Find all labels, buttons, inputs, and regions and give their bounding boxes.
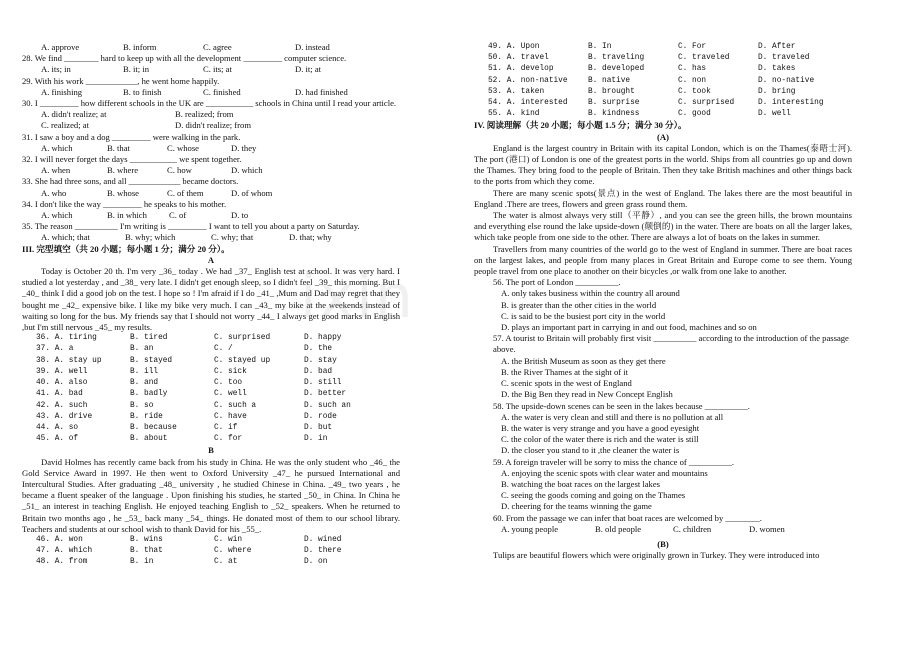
option-row [474, 42, 852, 53]
cloze-a-options [22, 333, 400, 445]
option-cell: 45. A. of [36, 435, 79, 444]
q31-options: A. which B. that C. whose D. they [41, 142, 257, 153]
q57-options: A. the British Museum as soon as they get there B. the River Thames at the sight of it C. scenic spots in the west of England D. the Big Ben they read in New Concept English [501, 355, 673, 400]
question-35: 35. The reason __________ I'm writing is _________ I want to tell you about a party on Saturday. [22, 221, 360, 232]
option-row [22, 344, 400, 355]
q33-options: A. who B. whose C. of them D. of whom [41, 187, 273, 198]
reading-a-para-4: Travellers from many countries of the world go to the west of England in summer. There are boat races on the largest lakes, and people from many places in Great Britain and Europe come to see them. Young people travel from one place to another on their bicycles ,or walk from one lake to another. [474, 243, 852, 277]
option-cell: 48. A. from [36, 558, 88, 567]
option-cell: B. ill [130, 367, 159, 376]
option-cell: 46. A. won [36, 535, 83, 544]
option-cell: 42. A. such [36, 401, 88, 410]
option-cell: C. / [214, 345, 233, 354]
option-cell: B. and [130, 379, 159, 388]
option-cell: 50. A. travel [488, 54, 549, 63]
option-cell: B. ride [130, 412, 163, 421]
option-row [22, 546, 400, 557]
q32-options: A. when B. where C. how D. which [41, 165, 263, 176]
cloze-passage-a: Today is October 20 th. I'm very _36_ today . We had _37_ English test at school. It was very hard. I studied a lot yesterday , and _38_ very late. I didn't get enough sleep, so I didn't feel _39_ this morning. But I _40_ think I did a good job on the test. I hope so ! I'm afraid if I do _41_ ,Mum and Dad may regret that they bought me _42_ expensive bike. I like my bike very much. I can _43_ my bike at the weekends instead of waiting so long for the bus. My friends say that I should not worry _44_ I always get good marks in English ,but I'm still nervous _45_ my results. [22, 266, 400, 333]
reading-a-label: (A) [657, 131, 669, 142]
question-58: 58. The upside-down scenes can be seen in the lakes because __________. [493, 400, 750, 411]
option-row [22, 535, 400, 546]
question-28: 28. We find ________ hard to keep up with all the development _________ computer science. [22, 53, 347, 64]
option-cell: B. in [130, 558, 154, 567]
option-row [22, 333, 400, 344]
q27-options: A. approve B. inform C. agree D. instead [41, 42, 330, 52]
option-cell: C. surprised [214, 334, 271, 343]
option-cell: 37. A. a [36, 345, 74, 354]
option-row [22, 378, 400, 389]
option-cell: D. well [758, 110, 791, 119]
question-30: 30. I _________ how different schools in the UK are ___________ schools in China until I read your article. [22, 98, 397, 109]
option-cell: B. about [130, 435, 168, 444]
option-cell: B. surprise [588, 99, 640, 108]
option-cell: 38. A. stay up [36, 356, 102, 365]
option-cell: 39. A. well [36, 367, 88, 376]
option-cell: D. takes [758, 65, 796, 74]
option-cell: D. happy [304, 334, 342, 343]
section-3-heading: III. 完型填空（共 20 小题；每小题 1 分；满分 20 分）。 [22, 243, 230, 254]
option-cell: C. such a [214, 401, 257, 410]
option-cell: D. on [304, 558, 328, 567]
option-cell: B. badly [130, 390, 168, 399]
option-cell: D. rode [304, 412, 337, 421]
option-cell: D. better [304, 390, 347, 399]
option-cell: 36. A. tiring [36, 334, 97, 343]
option-cell: D. the [304, 345, 333, 354]
question-34: 34. I don't like the way _________ he speaks to his mother. [22, 198, 227, 209]
option-cell: C. sick [214, 367, 247, 376]
option-cell: D. there [304, 547, 342, 556]
option-cell: D. bad [304, 367, 333, 376]
option-cell: C. well [214, 390, 247, 399]
option-row [22, 367, 400, 378]
option-row [474, 98, 852, 109]
option-cell: B. In [588, 43, 612, 51]
option-cell: C. at [214, 558, 238, 567]
q56-options: A. only takes business within the country all around B. is greater than the other cities in the world C. is said to be the busiest port city in the world D. plays an important part in carrying in and out food, machines and so on [501, 288, 757, 333]
q34-options: A. which B. in which C. of D. to [41, 210, 249, 221]
option-cell: B. kindness [588, 110, 640, 119]
q59-options: A. enjoying the scenic spots with clear water and mountains B. watching the boat races on the largest lakes C. seeing the goods coming and going on the Thames D. cheering for the teams winning the game [501, 467, 708, 512]
option-row [22, 557, 400, 568]
option-cell: D. but [304, 423, 333, 432]
option-cell: 41. A. bad [36, 390, 83, 399]
reading-a-para-1: England is the largest country in Britain with its capital London, which is on the Thames(泰晤士河). The port (港口) of London is one of the greatest ports in the world. Ships from all countries go up and down the Thames. They bring food to the people of Britain. Then they take British machines and other things back to the ports from which they come. [474, 142, 852, 187]
q28-options: A. its; in B. it; in C. its; at D. it; at [41, 64, 322, 75]
option-cell: C. good [678, 110, 711, 119]
option-cell: B. traveling [588, 54, 645, 63]
q35-options: A. which; that B. why; which C. why; that D. that; why [41, 232, 332, 243]
q30-options-b: C. realized; at D. didn't realize; from [41, 120, 252, 131]
option-cell: C. for [214, 435, 243, 444]
option-cell: B. developed [588, 65, 645, 74]
option-row [474, 53, 852, 64]
option-cell: 54. A. interested [488, 99, 568, 108]
cloze-b-options-right [474, 42, 852, 120]
option-cell: B. stayed [130, 356, 173, 365]
question-59: 59. A foreign traveler will be sorry to miss the chance of __________. [493, 456, 735, 467]
option-cell: D. in [304, 435, 328, 444]
watermark-text: ixin [300, 262, 415, 332]
reading-b-para-1: Tulips are beautiful flowers which were originally grown in Turkey. They were introduced into [493, 550, 820, 561]
option-cell: C. too [214, 379, 243, 388]
option-cell: B. so [130, 401, 154, 410]
option-row [474, 64, 852, 75]
option-cell: 51. A. develop [488, 65, 554, 74]
option-cell: C. traveled [678, 54, 730, 63]
option-cell: B. native [588, 76, 631, 85]
option-cell: D. interesting [758, 99, 824, 108]
cloze-b-options-left [22, 535, 400, 569]
option-cell: 47. A. which [36, 547, 93, 556]
option-cell: D. After [758, 43, 796, 51]
option-cell: D. no-native [758, 76, 815, 85]
option-row [22, 401, 400, 412]
reading-b-label: (B) [657, 538, 669, 549]
option-row [22, 356, 400, 367]
option-cell: 55. A. kind [488, 110, 540, 119]
option-cell: D. stay [304, 356, 337, 365]
option-cell: C. win [214, 535, 243, 544]
option-cell: C. has [678, 65, 707, 74]
option-cell: B. tired [130, 334, 168, 343]
option-row [474, 87, 852, 98]
option-cell: 52. A. non-native [488, 76, 568, 85]
option-cell: D. wined [304, 535, 342, 544]
passage-b-label: B [208, 445, 214, 456]
q58-options: A. the water is very clean and still and there is no pollution at all B. the water is very strange and you have a good eyesight C. the color of the water there is rich and the water is still D. the closer you stand to it ,the cleaner the water is [501, 411, 724, 456]
reading-a-para-3: The water is almost always very still（平静）, and you can see the green hills, the brown mountains and everything else round the lake upside-down (颠倒的) in the water. There are boats on all the larger lakes, which take people from one side to the other. There are always a lot of boats on the lakes in summer. [474, 210, 852, 243]
option-cell: 49. A. Upon [488, 43, 540, 51]
option-cell: C. stayed up [214, 356, 271, 365]
option-cell: C. if [214, 423, 238, 432]
q29-options: A. finishing B. to finish C. finished D. had finished [41, 86, 348, 97]
passage-a-label: A [207, 254, 215, 265]
option-cell: D. traveled [758, 54, 810, 63]
right-column [474, 42, 852, 561]
reading-a-para-2: There are many scenic spots(景点) in the west of England. The lakes there are the most beautiful in England .There are trees, flowers and green grass round them. [474, 187, 852, 209]
option-cell: D. such an [304, 401, 351, 410]
option-row [474, 109, 852, 120]
option-cell: 43. A. drive [36, 412, 93, 421]
question-32: 32. I will never forget the days ___________ we spent together. [22, 154, 242, 165]
question-33: 33. She had three sons, and all ____________ became doctors. [22, 176, 239, 187]
option-row [474, 76, 852, 87]
left-column [22, 42, 400, 569]
option-cell: B. brought [588, 87, 635, 96]
option-cell: B. an [130, 345, 154, 354]
question-60: 60. From the passage we can infer that boat races are welcomed by ________. [493, 512, 762, 523]
question-29: 29. With his work ____________, he went home happily. [22, 75, 220, 86]
option-row [22, 389, 400, 400]
option-cell: 53. A. taken [488, 87, 545, 96]
section-4-heading: IV. 阅读理解（共 20 小题；每小题 1.5 分；满分 30 分）。 [474, 120, 687, 131]
option-cell: B. wins [130, 535, 163, 544]
option-cell: C. surprised [678, 99, 735, 108]
option-row [22, 412, 400, 423]
q30-options-a: A. didn't realize; at B. realized; from [41, 109, 234, 120]
option-cell: B. that [130, 547, 163, 556]
question-56: 56. The port of London __________. [493, 277, 621, 288]
option-cell: C. took [678, 87, 711, 96]
option-row [22, 423, 400, 434]
question-31: 31. I saw a boy and a dog _________ were walking in the park. [22, 131, 241, 142]
option-cell: C. non [678, 76, 707, 85]
option-cell: B. because [130, 423, 177, 432]
cloze-passage-b: David Holmes has recently came back from his study in China. He was the only student who _46_ the Gold Service Award in 1997. He then went to Oxford University _47_ he pursued International and Intercultural Studies. After graduating _48_ university , he studied Chinese in China. _49_ two years , he became a fluent speaker of the language . Upon finishing his studies, he started _50_ in China. In China he _51_ an interest in teaching English. He enjoyed teaching English to _52_ speakers. When he returned to Britain two months ago , he _53_ back many _54_ things. He donated most of them to our school library. Teachers and students at our school wish to thank David for his _55_. [22, 456, 400, 534]
option-cell: D. still [304, 379, 342, 388]
option-cell: 44. A. so [36, 423, 79, 432]
option-cell: C. have [214, 412, 247, 421]
option-cell: D. bring [758, 87, 796, 96]
question-57: 57. A tourist to Britain will probably first visit __________ according to the introduction of the passage above. [493, 333, 849, 355]
option-cell: C. For [678, 43, 707, 51]
option-cell: C. where [214, 547, 252, 556]
q60-options: A. young people B. old people C. children D. women [501, 523, 785, 534]
option-cell: 40. A. also [36, 379, 88, 388]
option-row [22, 434, 400, 445]
